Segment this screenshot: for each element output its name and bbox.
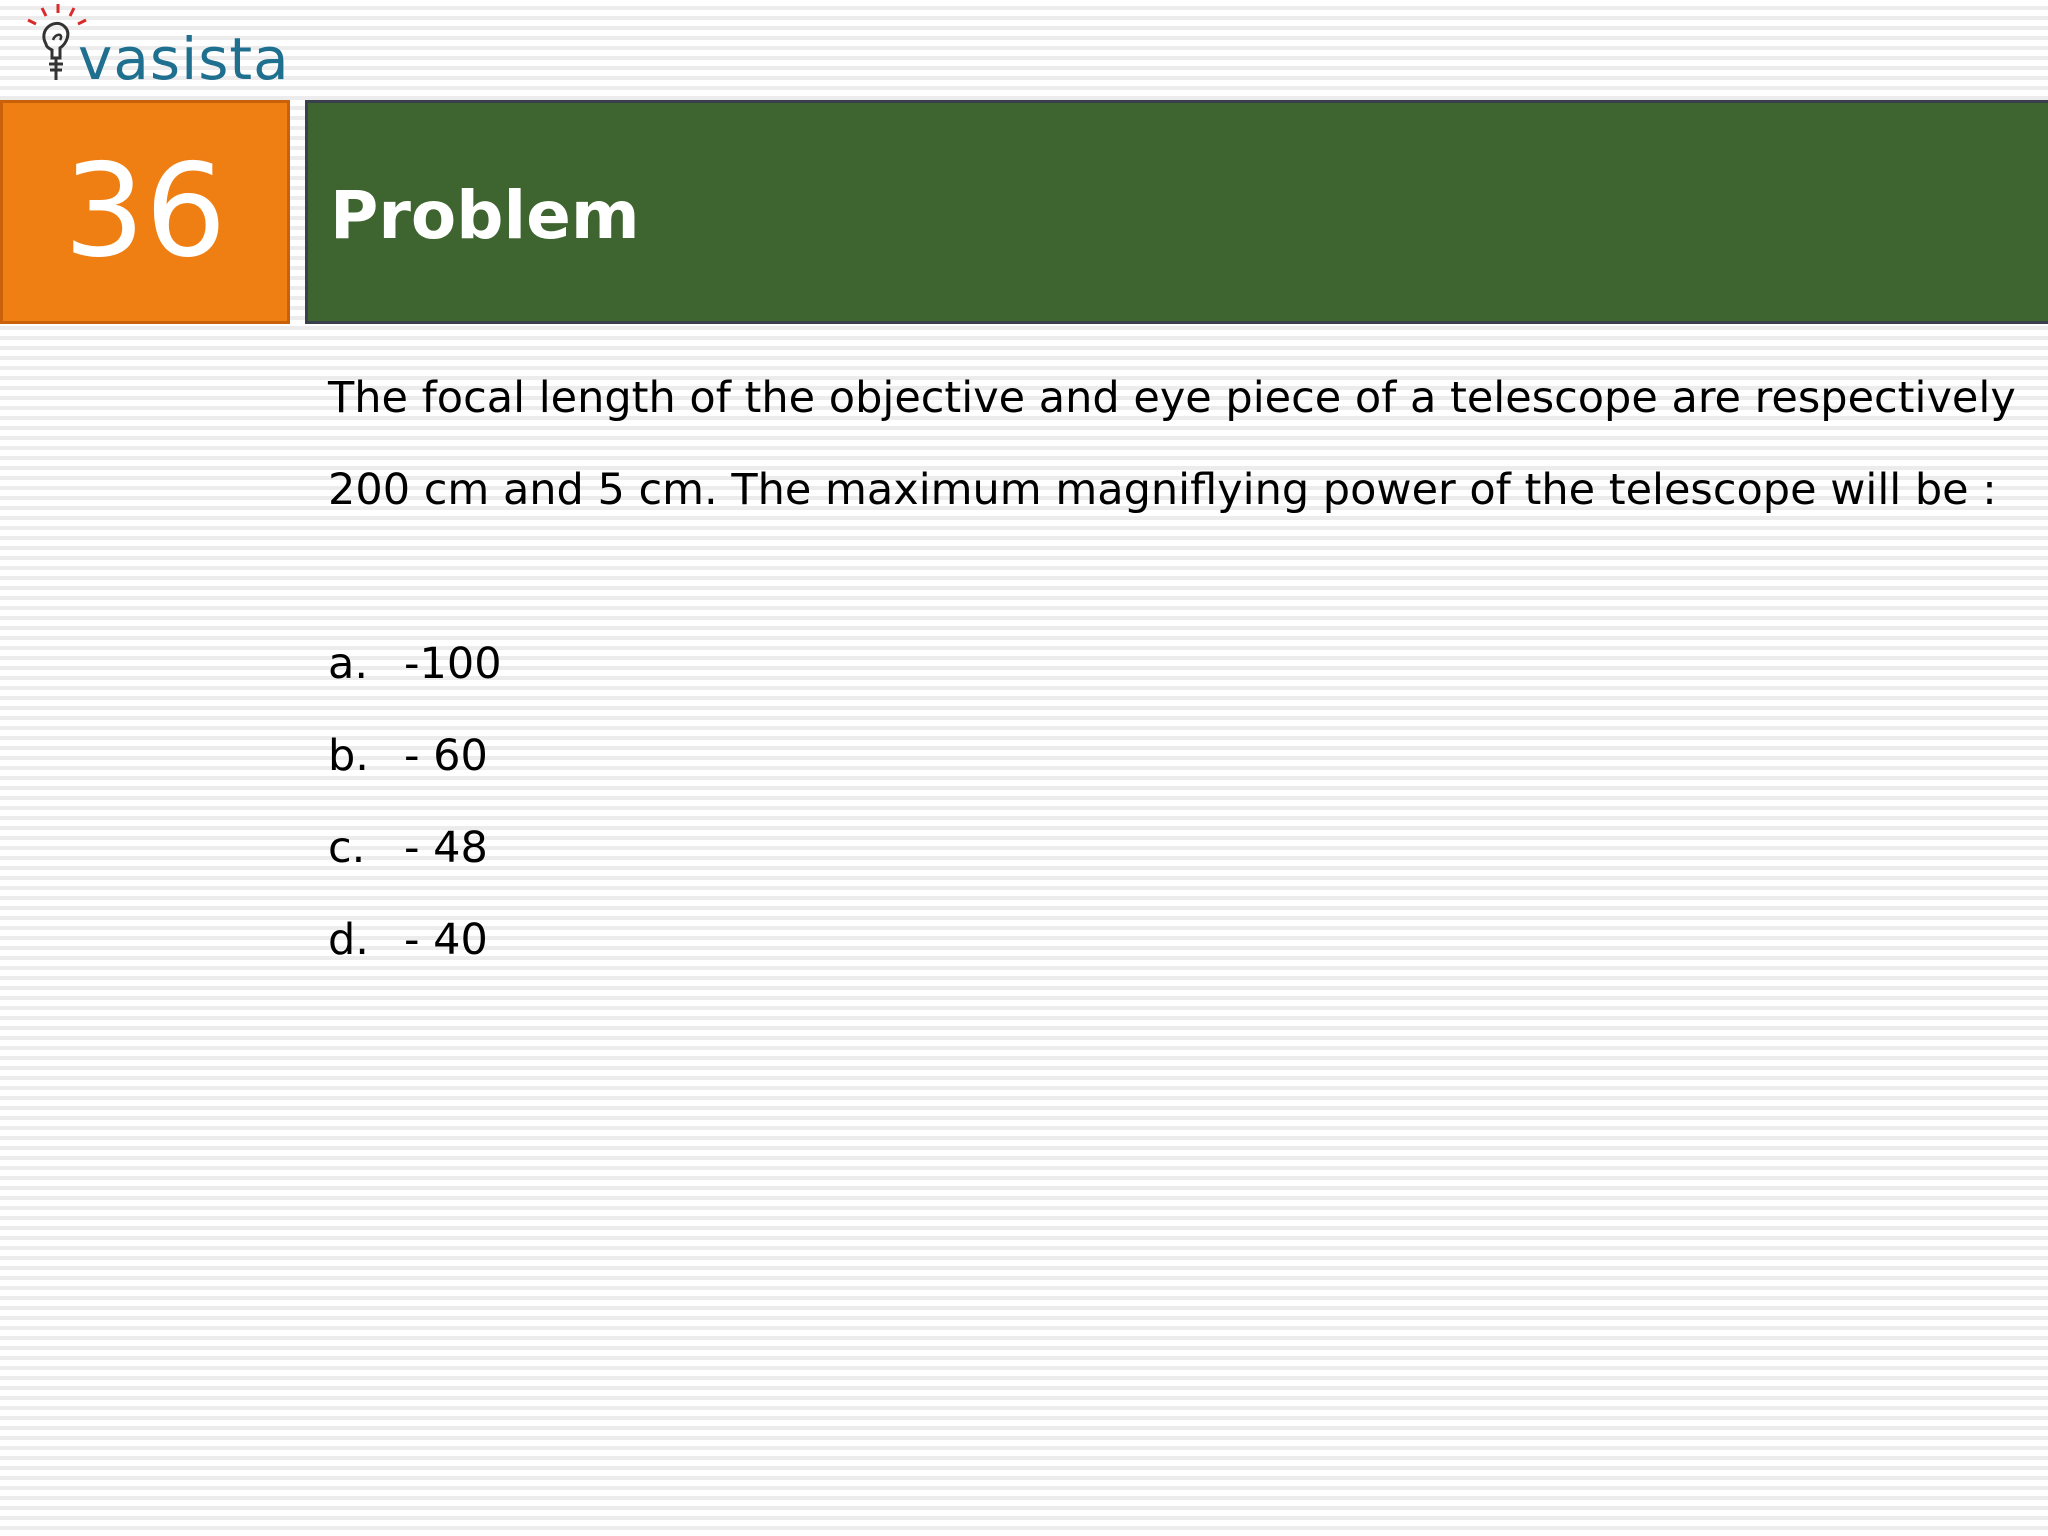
option-value: -100: [404, 639, 502, 689]
title-bar: [305, 100, 2048, 324]
option-letter: a.: [328, 639, 369, 689]
answer-options: [328, 618, 502, 986]
option-c: [328, 802, 502, 894]
slide-number-box: [0, 100, 290, 324]
option-value: - 48: [404, 823, 488, 873]
option-a: [328, 618, 502, 710]
option-value: - 40: [404, 915, 488, 965]
slide-title: Problem: [330, 176, 640, 254]
option-letter: b.: [328, 731, 369, 781]
option-d: [328, 894, 502, 986]
option-letter: d.: [328, 915, 369, 965]
question-text: [328, 352, 2028, 536]
option-b: [328, 710, 502, 802]
logo-text: vasista: [78, 25, 290, 93]
slide-number: 36: [63, 137, 227, 286]
question-line-2: 200 cm and 5 cm. The maximum magniflying power of the telescope will be :: [328, 465, 1997, 515]
question-line-1: The focal length of the objective and eye piece of a telescope are respectively: [328, 373, 2016, 423]
option-letter: c.: [328, 823, 366, 873]
vasista-logo: [20, 0, 300, 100]
option-value: - 60: [404, 731, 488, 781]
